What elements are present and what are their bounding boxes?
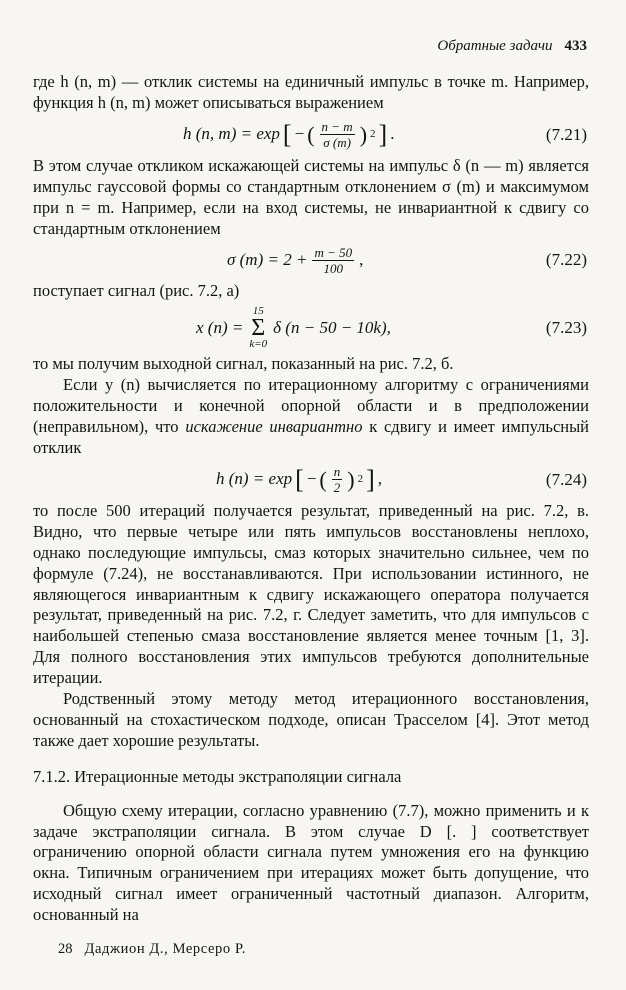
equation-number: (7.21) [545,124,587,144]
summation [249,306,267,350]
paren-open: ( [319,466,327,492]
paren-close: ) [347,466,355,492]
minus-sign: − [294,124,305,144]
paragraph: Общую схему итерации, согласно уравнению (7.7), можно применить и к задаче экстраполяции сигнала. В этом случае D [. ] соответствует ограничению опорной области сигнала путем умножения его на функцию окна. Типичным ограничением при итерациях может быть допущение, что исходный сигнал имеет ограниченный частотный диапазон. Алгоритм, основанный на [33,800,589,925]
text-run: Если y (n) вычисляется по итерационному алгоритму с ограничениями положительности и конечной опорной области и в предположении (неправильном), что [33,375,589,437]
period: . [390,124,395,144]
header-page-number: 433 [564,38,587,54]
sigma-symbol: Σ [251,315,266,342]
comma: , [377,469,382,489]
paren-open: ( [307,121,315,147]
equation-7-23 [33,302,589,354]
page-content [33,72,589,926]
bracket-open: [ [295,464,304,494]
fraction-numerator: n [333,464,341,480]
footer-authors: Даджион Д., Мерсеро Р. [84,941,247,957]
fraction-denominator: 2 [333,480,341,496]
equation-7-21 [33,114,589,156]
exponent: 2 [357,473,364,486]
header-title: Обратные задачи [437,38,553,54]
paragraph: Родственный этому методу метод итерационного восстановления, основанный на стохастическом подходе, описан Трасселом [4]. Этот метод также дает хорошие результаты. [33,689,589,750]
paragraph: В этом случае откликом искажающей системы на импульс δ (n — m) является импульс гауссовой формы со стандартным отклонением σ (m) и максимумом при n = m. Например, если на вход системы, не инвариантной к сдвигу со стандартным отклонением [33,155,589,238]
fraction [320,119,355,150]
fraction-denominator: σ (m) [323,135,351,151]
bracket-close: ] [366,464,375,494]
equation-lhs: σ (m) = 2 + [227,249,308,269]
section-title: 7.1.2. Итерационные методы экстраполяции сигнала [33,766,402,786]
sum-lower-limit: k=0 [249,338,268,351]
equation-7-24 [33,459,589,501]
fraction-numerator: m − 50 [314,244,353,260]
running-header [0,38,587,55]
bracket-close: ] [378,119,388,149]
paragraph: поступает сигнал (рис. 7.2, a) [33,281,240,301]
equation-lhs: h (n) = exp [216,469,293,489]
equation-body: δ (n − 50 − 10k), [273,317,391,337]
footer-page-number: 28 [58,941,73,957]
equation-number: (7.22) [545,250,587,270]
fraction-denominator: 100 [323,260,344,276]
equation-number: (7.24) [545,469,587,489]
paren-close: ) [359,121,368,147]
bracket-open: [ [282,119,292,149]
comma: , [359,249,364,269]
sum-upper-limit: 15 [252,305,264,318]
paragraph: то мы получим выходной сигнал, показанный на рис. 7.2, б. [33,354,454,374]
fraction-numerator: n − m [321,119,353,135]
page-footer [58,941,246,958]
paragraph [33,375,589,459]
equation-number: (7.23) [545,318,587,338]
fraction [332,464,343,495]
fraction [312,245,354,276]
equation-lhs: x (n) = [196,317,244,337]
equation-lhs: h (n, m) = exp [183,124,280,144]
paragraph: то после 500 итераций получается результат, приведенный на рис. 7.2, в. Видно, что первые четыре или пять импульсов восстановлены неплохо, однако последующие импульсы, смаз которых значительно сильнее, чем по формуле (7.24), не восстанавливаются. При использовании истинного, не являющегося инвариантным к сдвигу искажающего оператора получается результат, приведенный на рис. 7.2, г. Следует заметить, что для импульсов с наибольшей степенью смаза восстановление является менее точным [1, 3]. Для полного восстановления этих импульсов требуются дополнительные итерации. [33,500,589,688]
minus-sign: − [306,469,317,489]
emphasized-text: искажение инвариантно [185,417,363,437]
text-run: к сдвигу и имеет импульсный отклик [33,417,590,457]
paragraph: где h (n, m) — отклик системы на единичный импульс в точке m. Например, функция h (n, m) может описываться выражением [33,72,589,112]
exponent: 2 [370,128,376,141]
equation-7-22 [33,239,589,281]
